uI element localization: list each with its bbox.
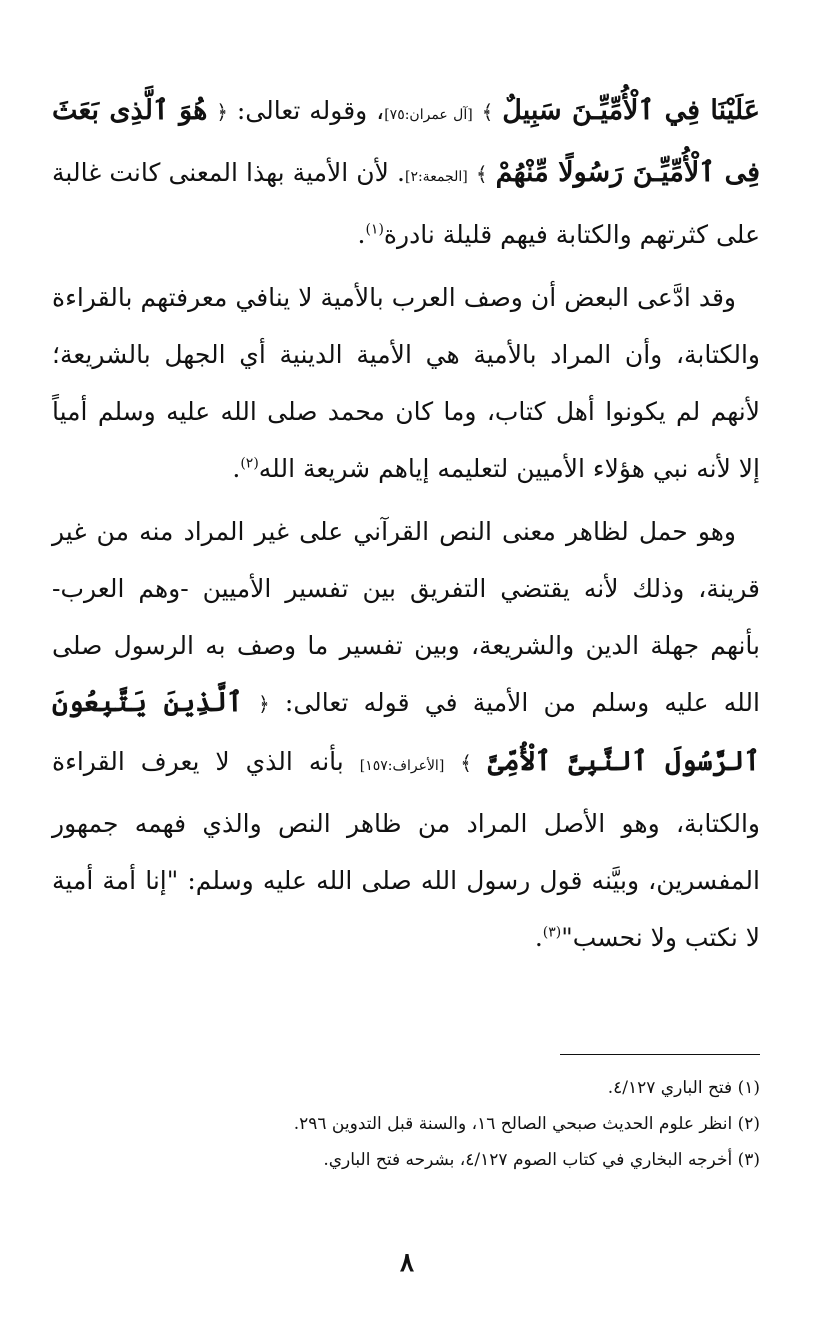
footnote-marker[interactable]: (٣) bbox=[542, 924, 562, 941]
verse-reference: [آل عمران:٧٥] bbox=[384, 107, 473, 123]
footnote-marker[interactable]: (٢) bbox=[240, 455, 259, 472]
footnotes bbox=[52, 1070, 760, 1178]
footnote-2: (٢) انظر علوم الحديث صبحي الصالح ١٦، والسنة قبل التدوين ٢٩٦. bbox=[293, 1114, 760, 1134]
verse-reference: [الجمعة:٢] bbox=[404, 169, 468, 185]
ornate-bracket-close: ﴾ bbox=[481, 100, 494, 124]
quran-verse: عَلَيْنَا فِي ٱلْأُمِّيِّـنَ سَبِيلٌ bbox=[502, 95, 760, 126]
ornate-bracket-open: ﴿ bbox=[257, 692, 270, 716]
quran-verse: هُوَ ٱلَّذِى بَعَثَ فِى ٱلْأُمِّيِّـنَ رَسُولًا مِّنْهُمْ bbox=[52, 95, 761, 188]
paragraph-1 bbox=[52, 82, 760, 263]
text-run: وقد ادَّعى البعض أن وصف العرب بالأمية لا ينافي معرفتهم بالقراءة والكتابة، وأن المراد بالأمية هي الأمية الدينية أي الجهل بالشريعة؛ لأنهم لم يكونوا أهل كتاب، وما كان محمد صلى الله عليه وسلم أمياً إلا لأنه نبي هؤلاء الأميين لتعليمه إياهم شريعة الله bbox=[52, 283, 760, 483]
footnote-divider bbox=[560, 1054, 760, 1055]
ornate-bracket-open: ﴿ bbox=[216, 100, 228, 124]
footnote-marker[interactable]: (١) bbox=[365, 221, 384, 238]
main-text bbox=[52, 82, 760, 972]
footnote-1: (١) فتح الباري ٤/١٢٧. bbox=[607, 1078, 760, 1098]
ornate-bracket-close: ﴾ bbox=[460, 751, 472, 775]
text-run: . bbox=[534, 923, 543, 952]
footnote-3: (٣) أخرجه البخاري في كتاب الصوم ٤/١٢٧، بشرحه فتح الباري. bbox=[323, 1150, 760, 1170]
paragraph-3 bbox=[52, 503, 760, 966]
text-run: وهو حمل لظاهر معنى النص القرآني على غير المراد منه من غير قرينة، وذلك لأنه يقتضي التفريق بين تفسير الأميين -وهم العرب- بأنهم جهلة الدين والشريعة، وبين تفسير ما وصف به الرسول صلى الله عليه وسلم من الأمية في قوله تعالى: bbox=[52, 517, 760, 717]
page-number: ٨ bbox=[400, 1248, 414, 1278]
text-run: . لأن الأمية بهذا المعنى كانت غالبة على كثرتهم والكتابة فيهم قليلة نادرة bbox=[52, 158, 760, 249]
paragraph-2 bbox=[52, 269, 760, 497]
text-run: بأنه الذي لا يعرف القراءة والكتابة، وهو الأصل المراد من ظاهر النص والذي فهمه جمهور المفسرين، وبيَّنه قول رسول الله صلى الله عليه وسلم: "إنا أمة أمية لا نكتب ولا نحسب" bbox=[52, 747, 760, 952]
text-run: . bbox=[357, 220, 366, 249]
text-run: . bbox=[232, 454, 241, 483]
verse-reference: [الأعراف:١٥٧] bbox=[359, 758, 445, 774]
text-run: ، وقوله تعالى: bbox=[236, 96, 385, 125]
ornate-bracket-close: ﴾ bbox=[475, 162, 488, 186]
quran-verse: ٱلَّذِينَ يَتَّبِعُونَ ٱلرَّسُولَ ٱلنَّبِىَّ ٱلْأُمِّىَّ bbox=[52, 687, 761, 777]
